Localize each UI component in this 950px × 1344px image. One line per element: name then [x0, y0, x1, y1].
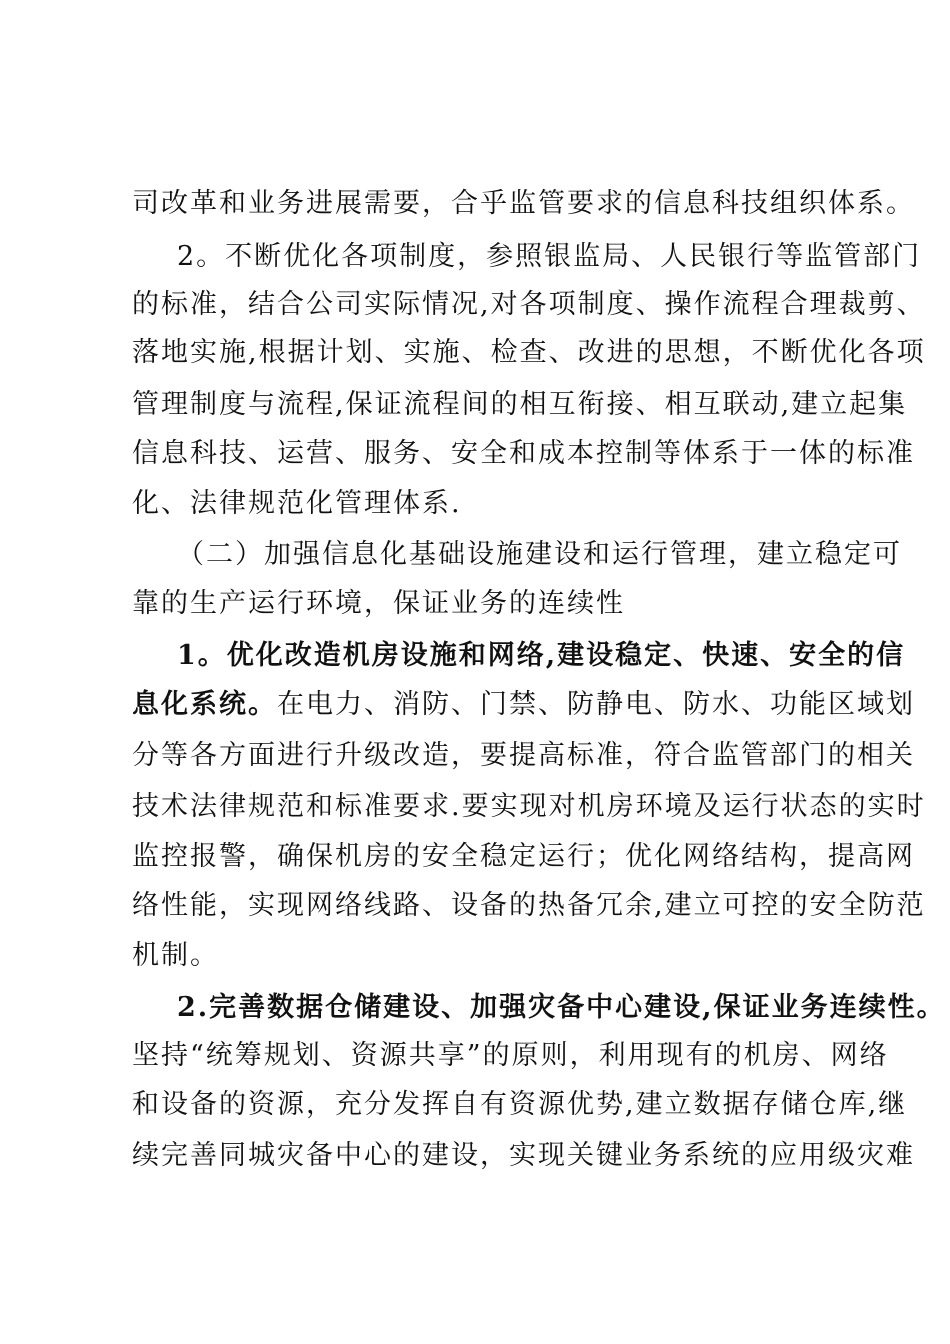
paragraph-line: 络性能，实现网络线路、设备的热备冗余,建立可控的安全防范 — [132, 890, 926, 921]
bold-heading-tail: 息化系统。 — [132, 689, 277, 720]
paragraph-line: 管理制度与流程,保证流程间的相互衔接、相互联动,建立起集 — [132, 389, 908, 420]
bold-heading-line: 2.完善数据仓储建设、加强灾备中心建设,保证业务连续性。 — [177, 992, 946, 1023]
paragraph-line: 续完善同城灾备中心的建设，实现关键业务系统的应用级灾难 — [132, 1140, 915, 1171]
bold-heading-line: 1。优化改造机房设施和网络,建设稳定、快速、安全的信 — [177, 640, 906, 671]
section-heading-line: 靠的生产运行环境，保证业务的连续性 — [132, 588, 625, 619]
paragraph-line: 技术法律规范和标准要求.要实现对机房环境及运行状态的实时 — [132, 791, 926, 822]
paragraph-line: 机制。 — [132, 940, 219, 971]
paragraph-line: 2。不断优化各项制度，参照银监局、人民银行等监管部门 — [177, 241, 922, 272]
paragraph-line — [132, 685, 915, 725]
paragraph-line: 司改革和业务进展需要，合乎监管要求的信息科技组织体系。 — [132, 188, 915, 219]
paragraph-text: 在电力、消防、门禁、防静电、防水、功能区域划 — [277, 689, 915, 720]
section-heading-line: （二）加强信息化基础设施建设和运行管理，建立稳定可 — [177, 539, 902, 570]
paragraph-line: 落地实施,根据计划、实施、检查、改进的思想，不断优化各项 — [132, 337, 926, 368]
paragraph-line: 信息科技、运营、服务、安全和成本控制等体系于一体的标准 — [132, 438, 915, 469]
paragraph-line: 坚持“统筹规划、资源共享”的原则，利用现有的机房、网络 — [132, 1040, 889, 1071]
paragraph-line: 的标准，结合公司实际情况,对各项制度、操作流程合理裁剪、 — [132, 289, 926, 320]
paragraph-line: 分等各方面进行升级改造，要提高标准，符合监管部门的相关 — [132, 740, 915, 771]
paragraph-line: 化、法律规范化管理体系. — [132, 488, 462, 519]
paragraph-line: 监控报警，确保机房的安全稳定运行；优化网络结构，提高网 — [132, 841, 915, 872]
paragraph-line: 和设备的资源，充分发挥自有资源优势,建立数据存储仓库,继 — [132, 1089, 908, 1120]
